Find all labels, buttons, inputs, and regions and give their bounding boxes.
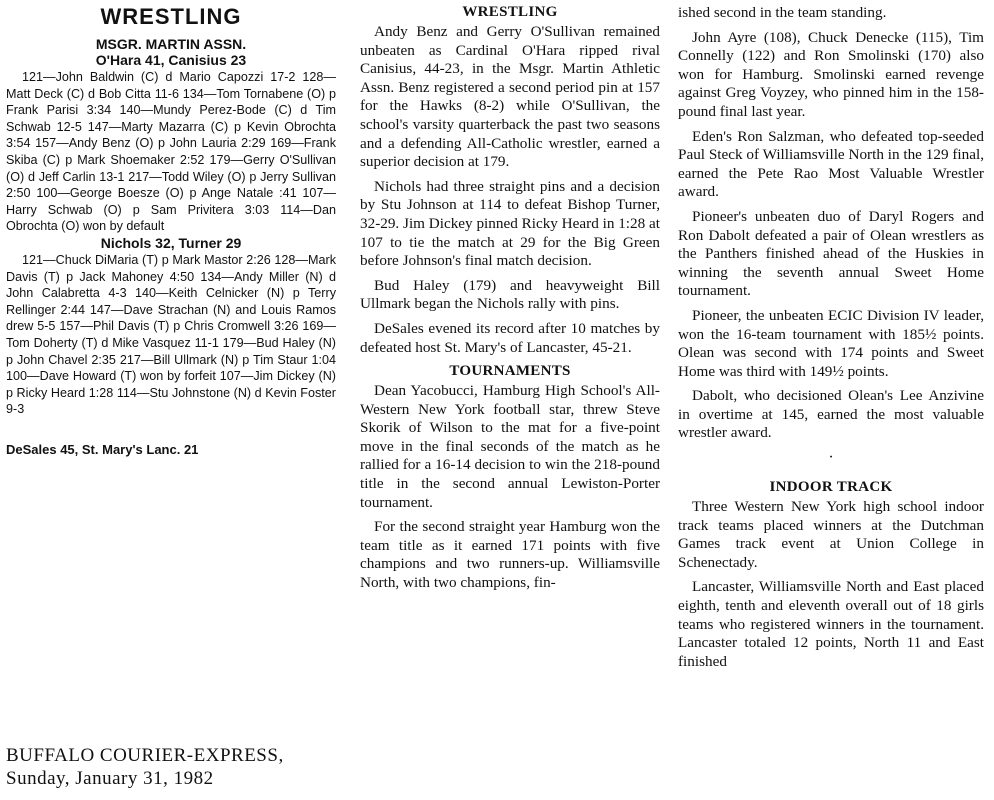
article-paragraph: Three Western New York high school indoor track teams placed winners at the Dutchman Games track event at Union College in Schenectady. — [678, 498, 984, 571]
article-paragraph: Andy Benz and Gerry O'Sullivan remained unbeaten as Cardinal O'Hara ripped rival Canisius, 44-23, in the Msgr. Martin Athletic Assn. Benz registered a second period pin at 157 for the Hawks (8-2) while O'Sullivan, the school's varsity quarterback the past two seasons and a defending All-Catholic wrestler, earned a superior decision at 179. — [360, 23, 660, 171]
article-column-3 — [678, 4, 984, 677]
match-results-nichols-turner: 121—Chuck DiMaria (T) p Mark Mastor 2:26 128—Mark Davis (T) p Jack Mahoney 4:50 134—Andy Miller (N) d John Calabretta 4-3 140—Keith Celnicker (N) p Terry Rellinger 2:44 147—Dave Strachan (N) and Louis Ramos drew 5-5 157—Phil Davis (T) p Chris Cromwell 3:26 169—Tom Doherty (T) d Mike Vasquez 11-1 179—Bud Haley (N) p John Chavel 2:35 217—Bill Ullmark (N) p Tim Staur 1:04 100—Dave Howard (T) won by forfeit 107—Jim Dickey (N) p Ricky Heard 1:28 114—Stu Johnstone (N) d Kevin Foster 9-3 — [6, 252, 336, 417]
tournaments-section-heading: TOURNAMENTS — [449, 363, 571, 380]
article-paragraph: Pioneer's unbeaten duo of Daryl Rogers and Ron Dabolt defeated a pair of Olean wrestlers as the Panthers finished ahead of the Huskies in winning the seventh annual Sweet Home tournament. — [678, 207, 984, 300]
wrestling-section-heading: WRESTLING — [462, 4, 558, 20]
article-paragraph: Dean Yacobucci, Hamburg High School's All-Western New York football star, threw Steve Skorik of Wilson to the mat for a five-point move in the final seconds of the match as he rallied for a 16-14 decision to win the 218-pound title in the second annual Lewiston-Porter tournament. — [360, 382, 660, 511]
indoor-track-section-heading: INDOOR TRACK — [769, 479, 893, 496]
newspaper-name: BUFFALO COURIER-EXPRESS, — [6, 745, 284, 766]
match-title-ohara-canisius: O'Hara 41, Canisius 23 — [95, 52, 247, 68]
article-paragraph: John Ayre (108), Chuck Denecke (115), Tim Connelly (122) and Ron Smolinski (170) also won for Hamburg. Smolinski earned revenge against Greg Voyzey, who pinned him in the 158-pound final last year. — [678, 28, 984, 120]
association-heading: MSGR. MARTIN ASSN. — [95, 36, 247, 52]
article-paragraph: ished second in the team standing. — [678, 4, 887, 21]
article-paragraph: For the second straight year Hamburg won the team title as it earned 171 points with five champions and two runners-up. Williamsville North, with two champions, fin- — [360, 518, 660, 592]
results-headline: WRESTLING — [100, 4, 242, 29]
match-results-ohara-canisius: 121—John Baldwin (C) d Mario Capozzi 17-2 128—Matt Deck (C) d Bob Citta 11-6 134—Tom Tornabene (O) p Frank Parisi 3:34 140—Mundy Perez-Bode (C) d Tim Schwab 12-5 147—Marty Mazarra (C) p Kevin Obrochta 3:54 157—Andy Benz (O) p John Lauria 2:29 169—Frank Skiba (C) p Mark Shoemaker 2:52 179—Gerry O'Sullivan (O) d Jeff Carlin 13-1 217—Todd Wiley (O) p Jerry Sullivan 2:50 100—George Boesze (O) p Ange Natale :41 107—Harry Schwab (O) p Sam Privitera 3:03 114—Dan Obrochta (O) won by default — [6, 70, 336, 234]
match-title-desales-stmarys: DeSales 45, St. Mary's Lanc. 21 — [6, 441, 199, 457]
article-paragraph: Eden's Ron Salzman, who defeated top-seeded Paul Steck of Williamsville North in the 129 final, earned the Pete Rao Most Valuable Wrestler award. — [678, 127, 984, 201]
article-paragraph: Lancaster, Williamsville North and East placed eighth, tenth and eleventh overall out of 18 girls teams who registered winners in the tournament. Lancaster totaled 12 points, North 11 and East finished — [678, 578, 984, 670]
article-paragraph: Nichols had three straight pins and a decision by Stu Johnson at 114 to defeat Bishop Turner, 32-29. Jim Dickey pinned Ricky Heard in 1:28 at 107 to tie the match at 29 for the Big Green before Johnson's final match decision. — [360, 177, 660, 270]
article-paragraph: DeSales evened its record after 10 matches by defeated host St. Mary's of Lancaster, 45-21. — [360, 319, 660, 356]
article-paragraph: Dabolt, who decisioned Olean's Lee Anzivine in overtime at 145, earned the most valuable wrestler award. — [678, 387, 984, 442]
article-paragraph: Bud Haley (179) and heavyweight Bill Ullmark began the Nichols rally with pins. — [360, 276, 660, 313]
section-separator: · — [828, 449, 834, 467]
article-column-2 — [360, 4, 660, 599]
article-paragraph: Pioneer, the unbeaten ECIC Division IV leader, won the 16-team tournament with 185½ points. Olean was second with 174 points and Sweet Home was third with 149½ points. — [678, 306, 984, 380]
results-column — [6, 4, 336, 457]
publication-date: Sunday, January 31, 1982 — [6, 768, 214, 789]
newspaper-credit — [6, 744, 356, 790]
match-title-nichols-turner: Nichols 32, Turner 29 — [100, 234, 242, 251]
